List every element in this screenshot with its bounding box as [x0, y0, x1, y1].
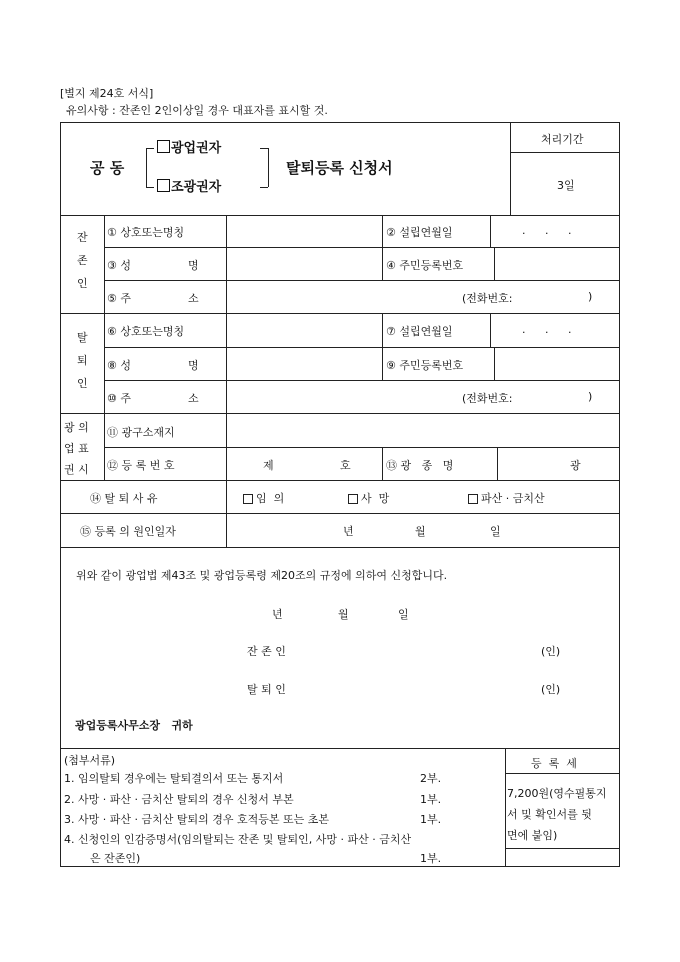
- col-line: [494, 347, 495, 380]
- option-mining-right-label: 광업권자: [171, 141, 222, 156]
- mining-section-label: 업 표: [64, 442, 89, 455]
- mining-section-label: 광 의: [64, 421, 89, 434]
- checkbox-lease-right[interactable]: [157, 179, 170, 192]
- remaining-phone-label: (전화번호:: [462, 292, 513, 305]
- attachment-copies: 1부.: [420, 852, 442, 865]
- processing-mid-line: [510, 152, 620, 153]
- col-line: [494, 247, 495, 280]
- bracket-right-top: [260, 148, 268, 149]
- processing-value: 3일: [557, 179, 575, 192]
- col-line: [497, 447, 498, 480]
- col-line: [226, 215, 227, 480]
- remaining-address-label: ⑤ 주: [107, 292, 131, 305]
- fee-line: [505, 773, 620, 774]
- checkbox-voluntary[interactable]: [243, 494, 253, 504]
- form-title: 탈퇴등록 신청서: [286, 159, 393, 177]
- withdrawing-person-label: 명: [188, 359, 199, 372]
- reason-bankruptcy-label: 파산 · 금치산: [481, 492, 545, 505]
- reason-label: ⑭ 탈 퇴 사 유: [90, 492, 158, 505]
- row-line: [60, 215, 620, 216]
- declaration-year: 년: [272, 608, 283, 621]
- notice: 유의사항 : 잔존인 2인이상일 경우 대표자를 표시할 것.: [66, 104, 328, 117]
- row-line: [104, 280, 620, 281]
- mining-section-label: 권 시: [64, 463, 89, 476]
- withdrawing-section-char: 인: [77, 377, 88, 390]
- attachment-copies: 2부.: [420, 772, 442, 785]
- bracket-left-bottom: [146, 187, 154, 188]
- reason-option-voluntary[interactable]: [243, 490, 284, 506]
- reason-death-label: 사 망: [361, 492, 390, 505]
- title-prefix: 공 동: [90, 159, 125, 177]
- title-option-mining-right[interactable]: [157, 137, 221, 156]
- attachment-item: 2. 사망 · 파산 · 금치산 탈퇴의 경우 신청서 부본: [64, 793, 294, 806]
- reason-option-bankruptcy[interactable]: [468, 490, 545, 506]
- row-line: [60, 413, 620, 414]
- declaration-month: 월: [338, 608, 349, 621]
- mining-mineral-label: ⑬ 광 종 명: [386, 459, 454, 472]
- remaining-person-label: 명: [188, 259, 199, 272]
- mining-mineral-value: 광: [570, 459, 581, 472]
- fee-line-text: 서 및 확인서를 뒷: [507, 808, 592, 821]
- declaration-remaining-label: 잔 존 인: [247, 645, 286, 658]
- attachment-copies: 1부.: [420, 793, 442, 806]
- cause-date-year: 년: [343, 525, 354, 538]
- declaration-withdrawing-seal: (인): [541, 683, 561, 696]
- attachment-copies: 1부.: [420, 813, 442, 826]
- row-line: [104, 347, 620, 348]
- mining-reg-suffix: 호: [340, 459, 351, 472]
- cause-date-day: 일: [490, 525, 501, 538]
- withdrawing-address-label: ⑩ 주: [107, 392, 131, 405]
- mining-reg-label: ⑫ 등 록 번 호: [107, 459, 175, 472]
- remaining-person-label: ③ 성: [107, 259, 131, 272]
- attachment-item: 4. 신청인의 인감증명서(임의탈퇴는 잔존 및 탈퇴인, 사망 · 파산 · 금치산: [64, 833, 412, 846]
- fee-label: 등 록 세: [531, 757, 577, 770]
- withdrawing-est-date-value[interactable]: . . .: [522, 323, 572, 336]
- fee-line-text: 면에 붙임): [507, 829, 558, 842]
- reason-option-death[interactable]: [348, 490, 389, 506]
- row-line: [104, 247, 620, 248]
- declaration-text: 위와 같이 광업법 제43조 및 광업등록령 제20조의 규정에 의하여 신청합니다.: [76, 569, 448, 582]
- withdrawing-section-char: 퇴: [77, 354, 88, 367]
- fee-line-text: 7,200원(영수필통지: [507, 787, 607, 800]
- remaining-est-date-label: ② 설립연월일: [386, 226, 453, 239]
- remaining-name-label: ① 상호또는명칭: [107, 226, 185, 239]
- cause-date-label: ⑮ 등록 의 원인일자: [80, 525, 176, 538]
- cause-date-month: 월: [415, 525, 426, 538]
- col-line: [490, 313, 491, 347]
- remaining-reg-no-label: ④ 주민등록번호: [386, 259, 464, 272]
- fee-line: [505, 848, 620, 849]
- row-line: [60, 748, 620, 749]
- col-line: [382, 215, 383, 280]
- bracket-right: [268, 148, 269, 187]
- col-line: [226, 480, 227, 547]
- withdrawing-section-char: 탈: [77, 331, 88, 344]
- withdrawing-name-label: ⑥ 상호또는명칭: [107, 325, 185, 338]
- remaining-est-date-value[interactable]: . . .: [522, 224, 572, 237]
- col-line: [382, 447, 383, 480]
- withdrawing-person-label: ⑧ 성: [107, 359, 131, 372]
- form-number: [별지 제24호 서식]: [60, 87, 154, 100]
- remaining-phone-close: ): [588, 290, 593, 303]
- remaining-section-char: 잔: [77, 231, 88, 244]
- remaining-section-char: 존: [77, 254, 88, 267]
- row-line: [60, 513, 620, 514]
- attachment-item: 1. 임의탈퇴 경우에는 탈퇴결의서 또는 통지서: [64, 772, 284, 785]
- declaration-remaining-seal: (인): [541, 645, 561, 658]
- col-line: [490, 215, 491, 247]
- reason-voluntary-label: 임 의: [256, 492, 285, 505]
- processing-divider: [510, 122, 511, 215]
- withdrawing-reg-no-label: ⑨ 주민등록번호: [386, 359, 464, 372]
- col-line: [382, 313, 383, 380]
- addressee: 광업등록사무소장 귀하: [75, 719, 193, 732]
- bracket-left-top: [146, 148, 154, 149]
- attachments-divider: [505, 748, 506, 867]
- mining-location-label: ⑪ 광구소재지: [107, 426, 175, 439]
- row-line: [104, 380, 620, 381]
- checkbox-bankruptcy[interactable]: [468, 494, 478, 504]
- mining-reg-prefix: 제: [263, 459, 274, 472]
- option-lease-right-label: 조광권자: [171, 180, 222, 195]
- withdrawing-address-label: 소: [188, 392, 199, 405]
- bracket-right-bottom: [260, 187, 268, 188]
- attachment-item: 3. 사망 · 파산 · 금치산 탈퇴의 경우 호적등본 또는 초본: [64, 813, 329, 826]
- withdrawing-phone-label: (전화번호:: [462, 392, 513, 405]
- withdrawing-phone-close: ): [588, 390, 593, 403]
- checkbox-death[interactable]: [348, 494, 358, 504]
- remaining-section-char: 인: [77, 277, 88, 290]
- processing-label: 처리기간: [541, 133, 584, 146]
- col-line: [104, 215, 105, 480]
- checkbox-mining-right[interactable]: [157, 140, 170, 153]
- attachment-item: 은 잔존인): [90, 852, 141, 865]
- remaining-address-label: 소: [188, 292, 199, 305]
- declaration-day: 일: [398, 608, 409, 621]
- bracket-left: [146, 148, 147, 187]
- attachments-heading: (첨부서류): [64, 754, 116, 767]
- row-line: [104, 447, 620, 448]
- declaration-withdrawing-label: 탈 퇴 인: [247, 683, 286, 696]
- title-option-lease-right[interactable]: [157, 176, 221, 195]
- row-line: [60, 547, 620, 548]
- row-line: [60, 480, 620, 481]
- row-line: [60, 313, 620, 314]
- withdrawing-est-date-label: ⑦ 설립연월일: [386, 325, 453, 338]
